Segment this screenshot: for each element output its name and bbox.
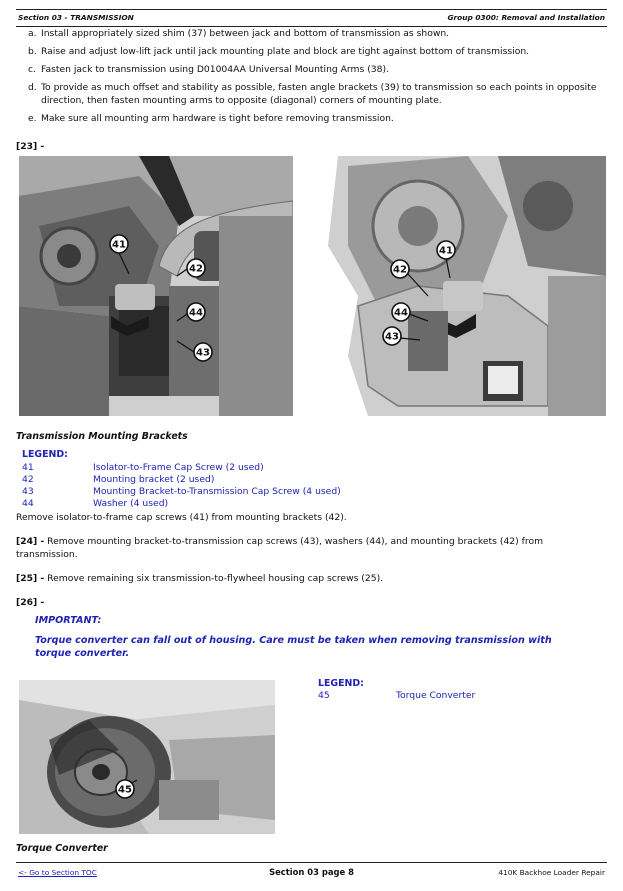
figure-caption-torque-converter: Torque Converter (16, 843, 108, 854)
legend-title: LEGEND: (22, 449, 68, 460)
document-title: 410K Backhoe Loader Repair (498, 868, 605, 877)
page-footer (16, 862, 607, 881)
callout-44: 44 (394, 307, 408, 319)
step-25 (16, 573, 606, 586)
important-label: IMPORTANT: (35, 615, 102, 626)
step-24-text: Remove mounting bracket-to-transmission cap screws (43), washers (44), and mounting brackets (42) from transmission. (16, 536, 544, 560)
step-25-text: Remove remaining six transmission-to-flywheel housing cap screws (25). (44, 573, 384, 584)
legend2-num-45: 45 (318, 690, 330, 701)
step-24 (16, 536, 606, 561)
page-header (16, 9, 607, 27)
step-25-label: [25] - (16, 573, 45, 584)
callout-42: 42 (189, 263, 203, 275)
figure-mounting-brackets-right (308, 156, 606, 416)
callout-44: 44 (189, 307, 203, 319)
figure-mounting-brackets-left (19, 156, 293, 416)
important-text: Torque converter can fall out of housing. Care must be taken when removing transmission with torque converter. (35, 635, 552, 659)
legend-num-41: 41 (22, 462, 34, 473)
legend-num-42: 42 (22, 474, 34, 485)
callout-43: 43 (196, 347, 210, 359)
legend-text-42: Mounting bracket (2 used) (93, 474, 215, 485)
legend2-title: LEGEND: (318, 678, 364, 689)
callout-41: 41 (439, 245, 453, 257)
step-24-label: [24] - (16, 536, 45, 547)
go-to-section-toc-link[interactable]: <- Go to Section TOC (18, 868, 97, 877)
step-23-label: [23] - (16, 141, 45, 152)
legend-text-41: Isolator-to-Frame Cap Screw (2 used) (93, 462, 264, 473)
legend-text-44: Washer (4 used) (93, 498, 169, 509)
section-title: Section 03 - TRANSMISSION (18, 13, 134, 22)
group-title: Group 0300: Removal and Installation (447, 13, 605, 22)
figure-torque-converter (19, 680, 275, 834)
page-number: Section 03 page 8 (269, 867, 354, 877)
step-26-label: [26] - (16, 597, 45, 608)
callout-41: 41 (112, 239, 126, 251)
callout-45: 45 (118, 784, 132, 796)
legend2-text-45: Torque Converter (396, 690, 476, 701)
figure-caption-mounting-brackets: Transmission Mounting Brackets (16, 431, 188, 442)
callout-42: 42 (393, 264, 407, 276)
callout-43: 43 (385, 331, 399, 343)
legend-num-43: 43 (22, 486, 34, 497)
legend-text-43: Mounting Bracket-to-Transmission Cap Screw (4 used) (93, 486, 341, 497)
remove-isolator-text: Remove isolator-to-frame cap screws (41) from mounting brackets (42). (16, 512, 347, 523)
legend-num-44: 44 (22, 498, 34, 509)
